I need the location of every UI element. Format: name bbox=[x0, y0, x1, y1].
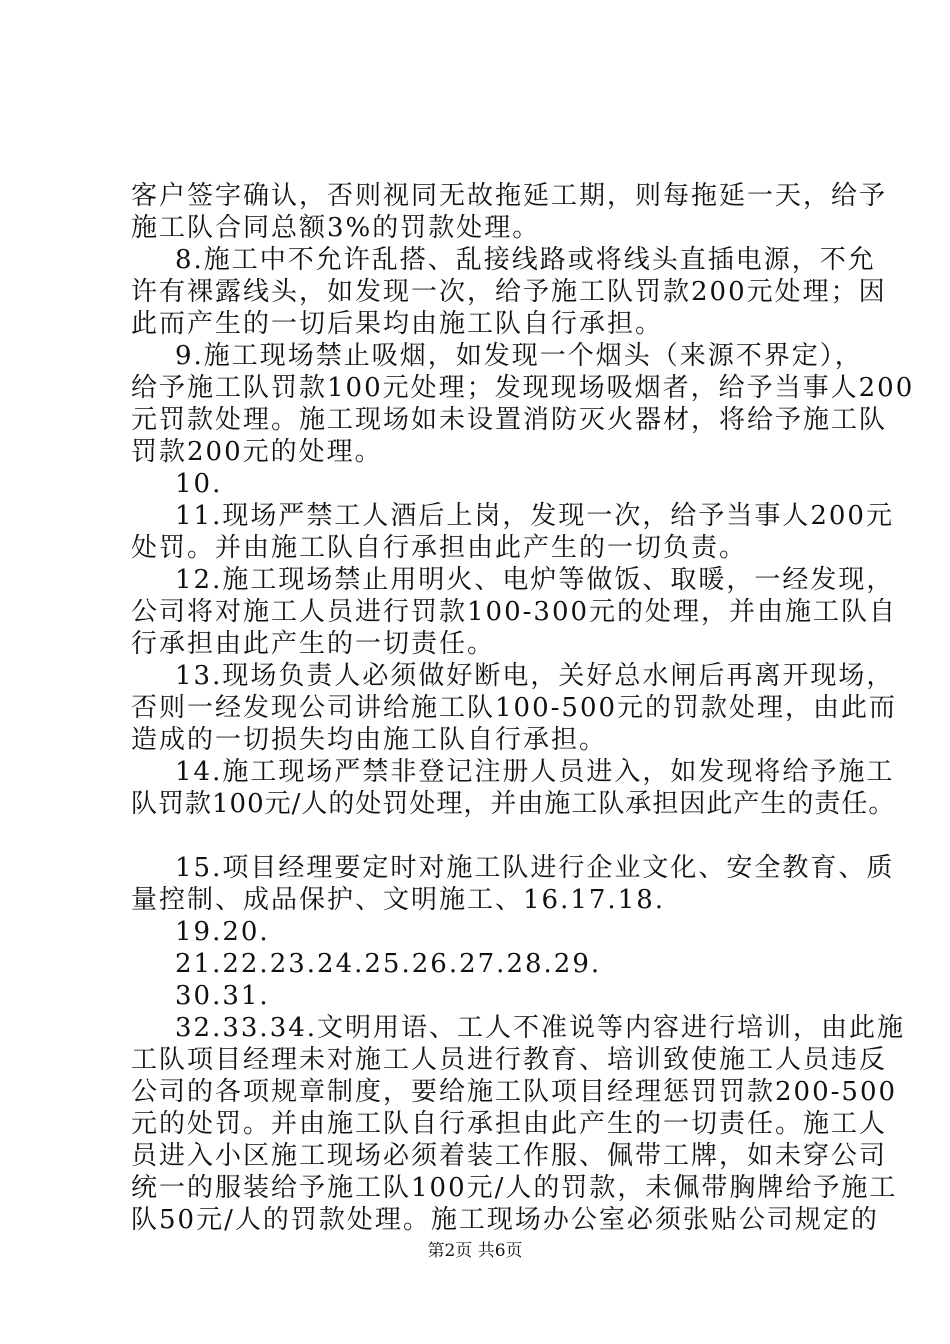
text-line: 30.31. bbox=[175, 981, 270, 1011]
text-line: 14.施工现场严禁非登记注册人员进入，如发现将给予施工 bbox=[175, 757, 895, 787]
text-line: 公司将对施工人员进行罚款100-300元的处理，并由施工队自 bbox=[131, 597, 898, 627]
text-line: 员进入小区施工现场必须着装工作服、佩带工牌，如未穿公司 bbox=[131, 1141, 888, 1171]
text-line: 元罚款处理。施工现场如未设置消防灭火器材，将给予施工队 bbox=[131, 405, 888, 435]
text-line: 行承担由此产生的一切责任。 bbox=[131, 629, 496, 659]
text-line: 工队项目经理未对施工人员进行教育、培训致使施工人员违反 bbox=[131, 1045, 888, 1075]
page-footer bbox=[0, 1240, 950, 1262]
text-line: 队罚款100元/人的处罚处理，并由施工队承担因此产生的责任。 bbox=[131, 789, 896, 819]
text-line: 否则一经发现公司讲给施工队100-500元的罚款处理，由此而 bbox=[131, 693, 898, 723]
text-line: 队50元/人的罚款处理。施工现场办公室必须张贴公司规定的 bbox=[131, 1205, 879, 1235]
text-line: 施工队合同总额3%的罚款处理。 bbox=[131, 213, 541, 243]
text-line: 许有裸露线头，如发现一次，给予施工队罚款200元处理；因 bbox=[131, 277, 887, 307]
text-line: 8.施工中不允许乱搭、乱接线路或将线头直插电源，不允 bbox=[175, 245, 876, 275]
text-line: 处罚。并由施工队自行承担由此产生的一切负责。 bbox=[131, 533, 748, 563]
text-line: 量控制、成品保护、文明施工、16.17.18. bbox=[131, 885, 666, 915]
text-line: 32.33.34.文明用语、工人不准说等内容进行培训，由此施 bbox=[175, 1013, 906, 1043]
text-line: 11.现场严禁工人酒后上岗，发现一次，给予当事人200元 bbox=[175, 501, 894, 531]
text-line: 客户签字确认，否则视同无故拖延工期，则每拖延一天，给予 bbox=[131, 181, 888, 211]
text-line: 10. bbox=[175, 469, 223, 499]
text-line: 给予施工队罚款100元处理；发现现场吸烟者，给予当事人200 bbox=[131, 373, 915, 403]
text-line: 19.20. bbox=[175, 917, 270, 947]
text-line: 统一的服装给予施工队100元/人的罚款，未佩带胸牌给予施工 bbox=[131, 1173, 898, 1203]
text-line: 21.22.23.24.25.26.27.28.29. bbox=[175, 949, 602, 979]
text-line: 9.施工现场禁止吸烟，如发现一个烟头（来源不界定）， bbox=[175, 341, 863, 371]
text-line: 此而产生的一切后果均由施工队自行承担。 bbox=[131, 309, 664, 339]
text-line: 公司的各项规章制度，要给施工队项目经理惩罚罚款200-500 bbox=[131, 1077, 898, 1107]
page-number-label: 第2页 共6页 bbox=[427, 1241, 523, 1261]
text-line: 15.项目经理要定时对施工队进行企业文化、安全教育、质 bbox=[175, 853, 895, 883]
text-line: 13.现场负责人必须做好断电，关好总水闸后再离开现场， bbox=[175, 661, 895, 691]
text-line: 12.施工现场禁止用明火、电炉等做饭、取暖，一经发现， bbox=[175, 565, 895, 595]
text-line: 造成的一切损失均由施工队自行承担。 bbox=[131, 725, 608, 755]
text-line: 罚款200元的处理。 bbox=[131, 437, 383, 467]
text-line: 元的处罚。并由施工队自行承担由此产生的一切责任。施工人 bbox=[131, 1109, 888, 1139]
